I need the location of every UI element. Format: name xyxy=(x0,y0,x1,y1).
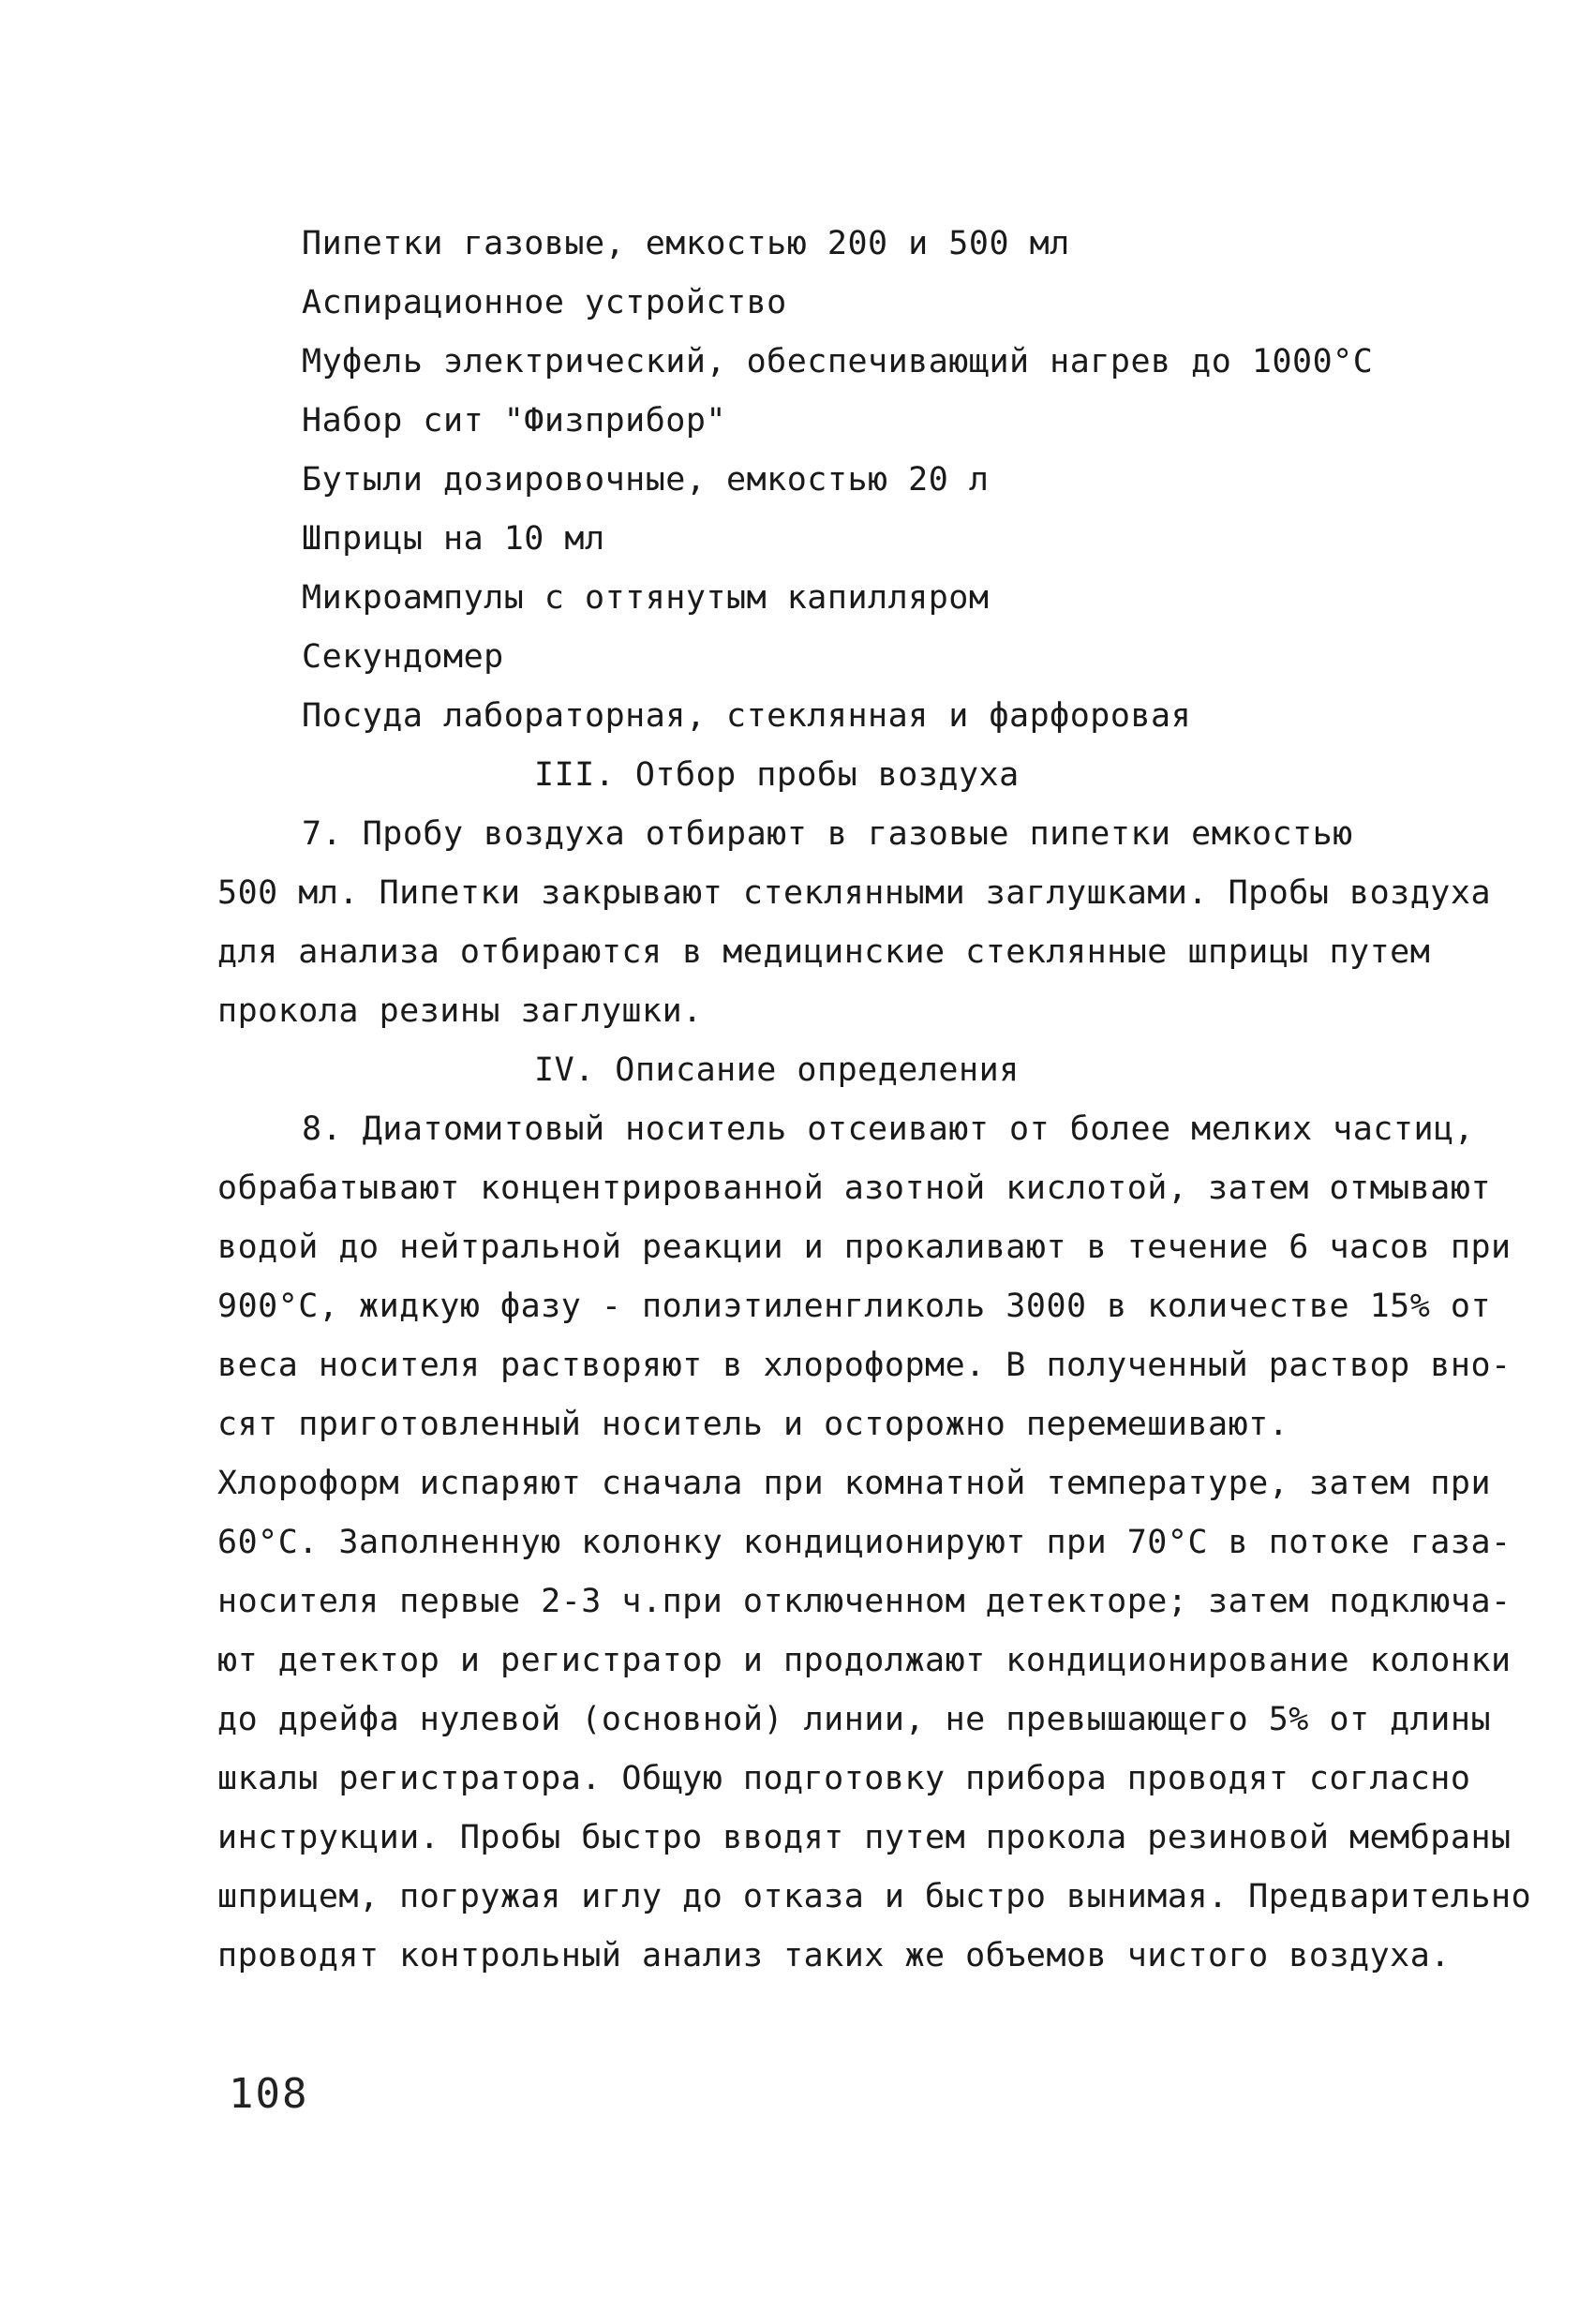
paragraph-line: ют детектор и регистратор и продолжают кондиционирование колонки xyxy=(217,1642,1512,1679)
paragraph-line: веса носителя растворяют в хлороформе. В полученный раствор вно- xyxy=(217,1347,1512,1384)
paragraph-line: 60°C. Заполненную колонку кондиционируют при 70°C в потоке газа- xyxy=(217,1524,1512,1561)
equipment-item: Бутыли дозировочные, емкостью 20 л xyxy=(302,461,990,499)
paragraph-line: 7. Пробу воздуха отбирают в газовые пипетки емкостью xyxy=(302,815,1353,853)
paragraph-line: носителя первые 2-3 ч.при отключенном детекторе; затем подключа- xyxy=(217,1583,1512,1620)
paragraph-line: 900°C, жидкую фазу - полиэтиленгликоль 3000 в количестве 15% от xyxy=(217,1288,1492,1325)
equipment-item: Микроампулы с оттянутым капилляром xyxy=(302,579,990,617)
paragraph-line: проводят контрольный анализ таких же объемов чистого воздуха. xyxy=(217,1937,1451,1974)
equipment-item: Аспирационное устройство xyxy=(302,284,787,321)
paragraph-line: водой до нейтральной реакции и прокаливают в течение 6 часов при xyxy=(217,1229,1512,1266)
page-number: 108 xyxy=(229,2070,309,2118)
section-heading: III. Отбор пробы воздуха xyxy=(534,756,1020,794)
paragraph-line: шкалы регистратора. Общую подготовку прибора проводят согласно xyxy=(217,1760,1471,1797)
equipment-item: Секундомер xyxy=(302,638,504,676)
paragraph-line: инструкции. Пробы быстро вводят путем прокола резиновой мембраны xyxy=(217,1819,1512,1856)
equipment-item: Муфель электрический, обеспечивающий нагрев до 1000°C xyxy=(302,343,1374,380)
paragraph-line: прокола резины заглушки. xyxy=(217,992,703,1030)
paragraph-line: 8. Диатомитовый носитель отсеивают от более мелких частиц, xyxy=(302,1110,1475,1148)
paragraph-line: шприцем, погружая иглу до отказа и быстро вынимая. Предварительно xyxy=(217,1878,1532,1915)
paragraph-line: Хлороформ испаряют сначала при комнатной температуре, затем при xyxy=(217,1465,1492,1502)
equipment-item: Пипетки газовые, емкостью 200 и 500 мл xyxy=(302,225,1070,262)
paragraph-line: сят приготовленный носитель и осторожно перемешивают. xyxy=(217,1406,1289,1443)
equipment-item: Посуда лабораторная, стеклянная и фарфоровая xyxy=(302,697,1192,735)
section-heading: IV. Описание определения xyxy=(534,1051,1020,1089)
equipment-item: Шприцы на 10 мл xyxy=(302,520,605,558)
paragraph-line: для анализа отбираются в медицинские стеклянные шприцы путем xyxy=(217,933,1431,971)
paragraph-line: до дрейфа нулевой (основной) линии, не превышающего 5% от длины xyxy=(217,1701,1492,1738)
equipment-item: Набор сит "Физприбор" xyxy=(302,402,727,439)
paragraph-line: 500 мл. Пипетки закрывают стеклянными заглушками. Пробы воздуха xyxy=(217,874,1492,912)
paragraph-line: обрабатывают концентрированной азотной кислотой, затем отмывают xyxy=(217,1169,1492,1207)
